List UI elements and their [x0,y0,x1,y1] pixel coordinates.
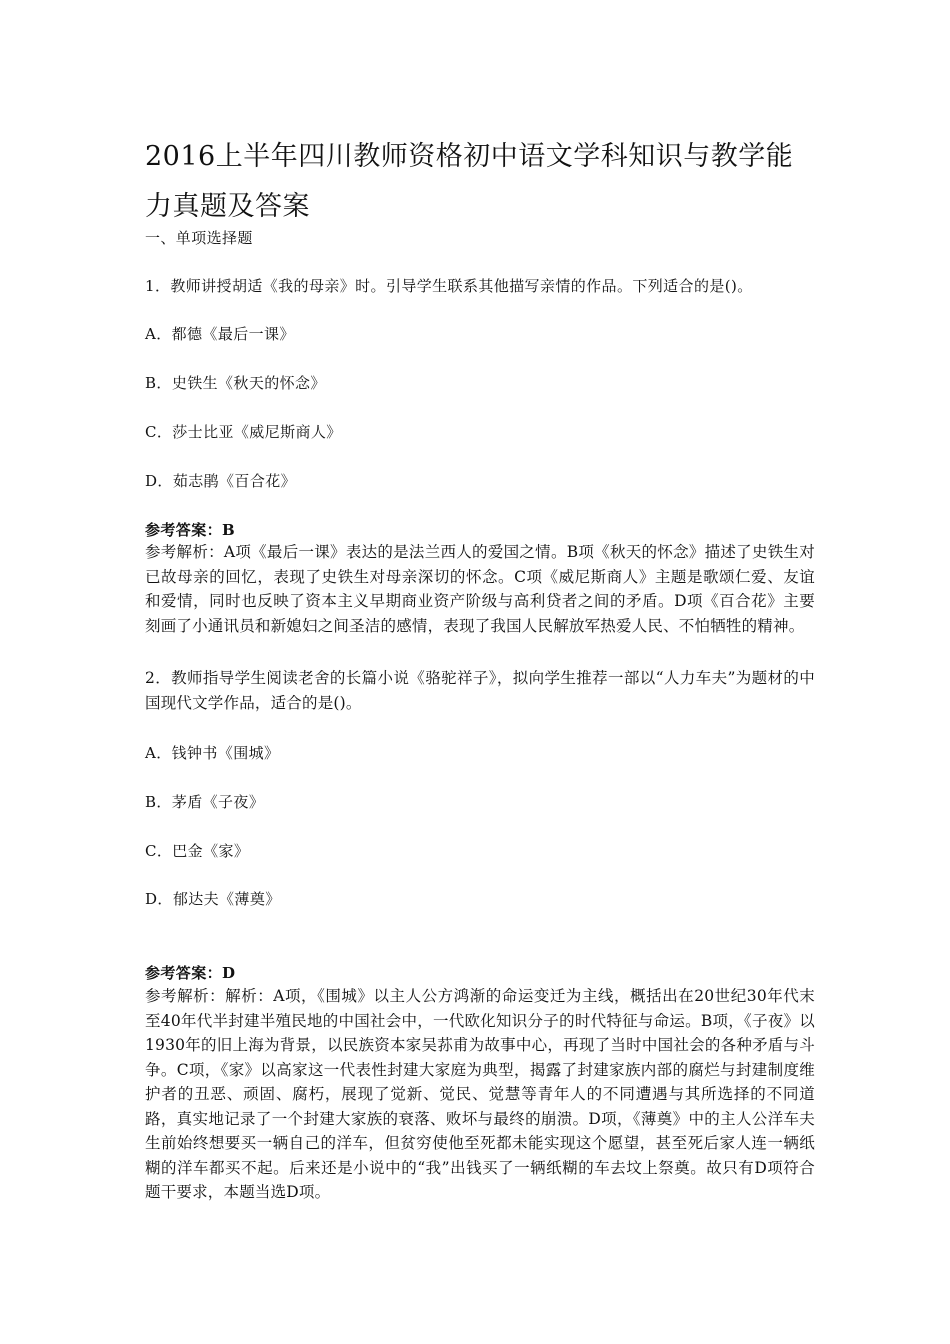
question-1-option-c: C．莎士比亚《威尼斯商人》 [145,423,342,441]
question-1-option-b: B．史铁生《秋天的怀念》 [145,374,326,392]
question-2-option-c: C．巴金《家》 [145,842,250,860]
question-2-option-a: A．钱钟书《围城》 [145,744,280,762]
question-1-stem: 1．教师讲授胡适《我的母亲》时。引导学生联系其他描写亲情的作品。下列适合的是()。 [145,277,753,295]
question-1-answer: 参考答案：B [145,521,236,539]
section-heading: 一、单项选择题 [145,229,253,247]
question-2-option-d: D．郁达夫《薄奠》 [145,890,281,908]
question-2-stem: 2．教师指导学生阅读老舍的长篇小说《骆驼祥子》，拟向学生推荐一部以“人力车夫”为题材的中国现代文学作品，适合的是()。 [145,669,815,712]
question-2-option-b: B．茅盾《子夜》 [145,793,265,811]
question-1-option-d: D．茹志鹃《百合花》 [145,472,297,490]
question-2-answer: 参考答案：D [145,964,236,982]
question-2-analysis: 参考解析：解析：A项，《围城》以主人公方鸿渐的命运变迁为主线，概括出在20世纪30年代末至40年代半封建半殖民地的中国社会中，一代欧化知识分子的时代特征与命运。B项，《子夜》以1930年的旧上海为背景，以民族资本家吴荪甫为故事中心，再现了当时中国社会的各种矛盾与斗争。C项，《家》以高家这一代表性封建大家庭为典型，揭露了封建家族内部的腐烂与封建制度维护者的丑恶、顽固、腐朽，展现了觉新、觉民、觉慧等青年人的不同遭遇与其所选择的不同道路，真实地记录了一个封建大家族的衰落、败坏与最终的崩溃。D项，《薄奠》中的主人公洋车夫生前始终想要买一辆自己的洋车，但贫穷使他至死都未能实现这个愿望，甚至死后家人连一辆纸糊的洋车都买不起。后来还是小说中的“我”出钱买了一辆纸糊的车去坟上祭奠。故只有D项符合题干要求，本题当选D项。 [145,987,815,1201]
document-title: 2016上半年四川教师资格初中语文学科知识与教学能力真题及答案 [145,141,794,222]
question-1-option-a: A．都德《最后一课》 [145,325,295,343]
question-1-analysis: 参考解析：A项《最后一课》表达的是法兰西人的爱国之情。B项《秋天的怀念》描述了史铁生对已故母亲的回忆，表现了史铁生对母亲深切的怀念。C项《威尼斯商人》主题是歌颂仁爱、友谊和爱情，同时也反映了资本主义早期商业资产阶级与高利贷者之间的矛盾。D项《百合花》主要刻画了小通讯员和新媳妇之间圣洁的感情，表现了我国人民解放军热爱人民、不怕牺牲的精神。 [145,543,815,635]
